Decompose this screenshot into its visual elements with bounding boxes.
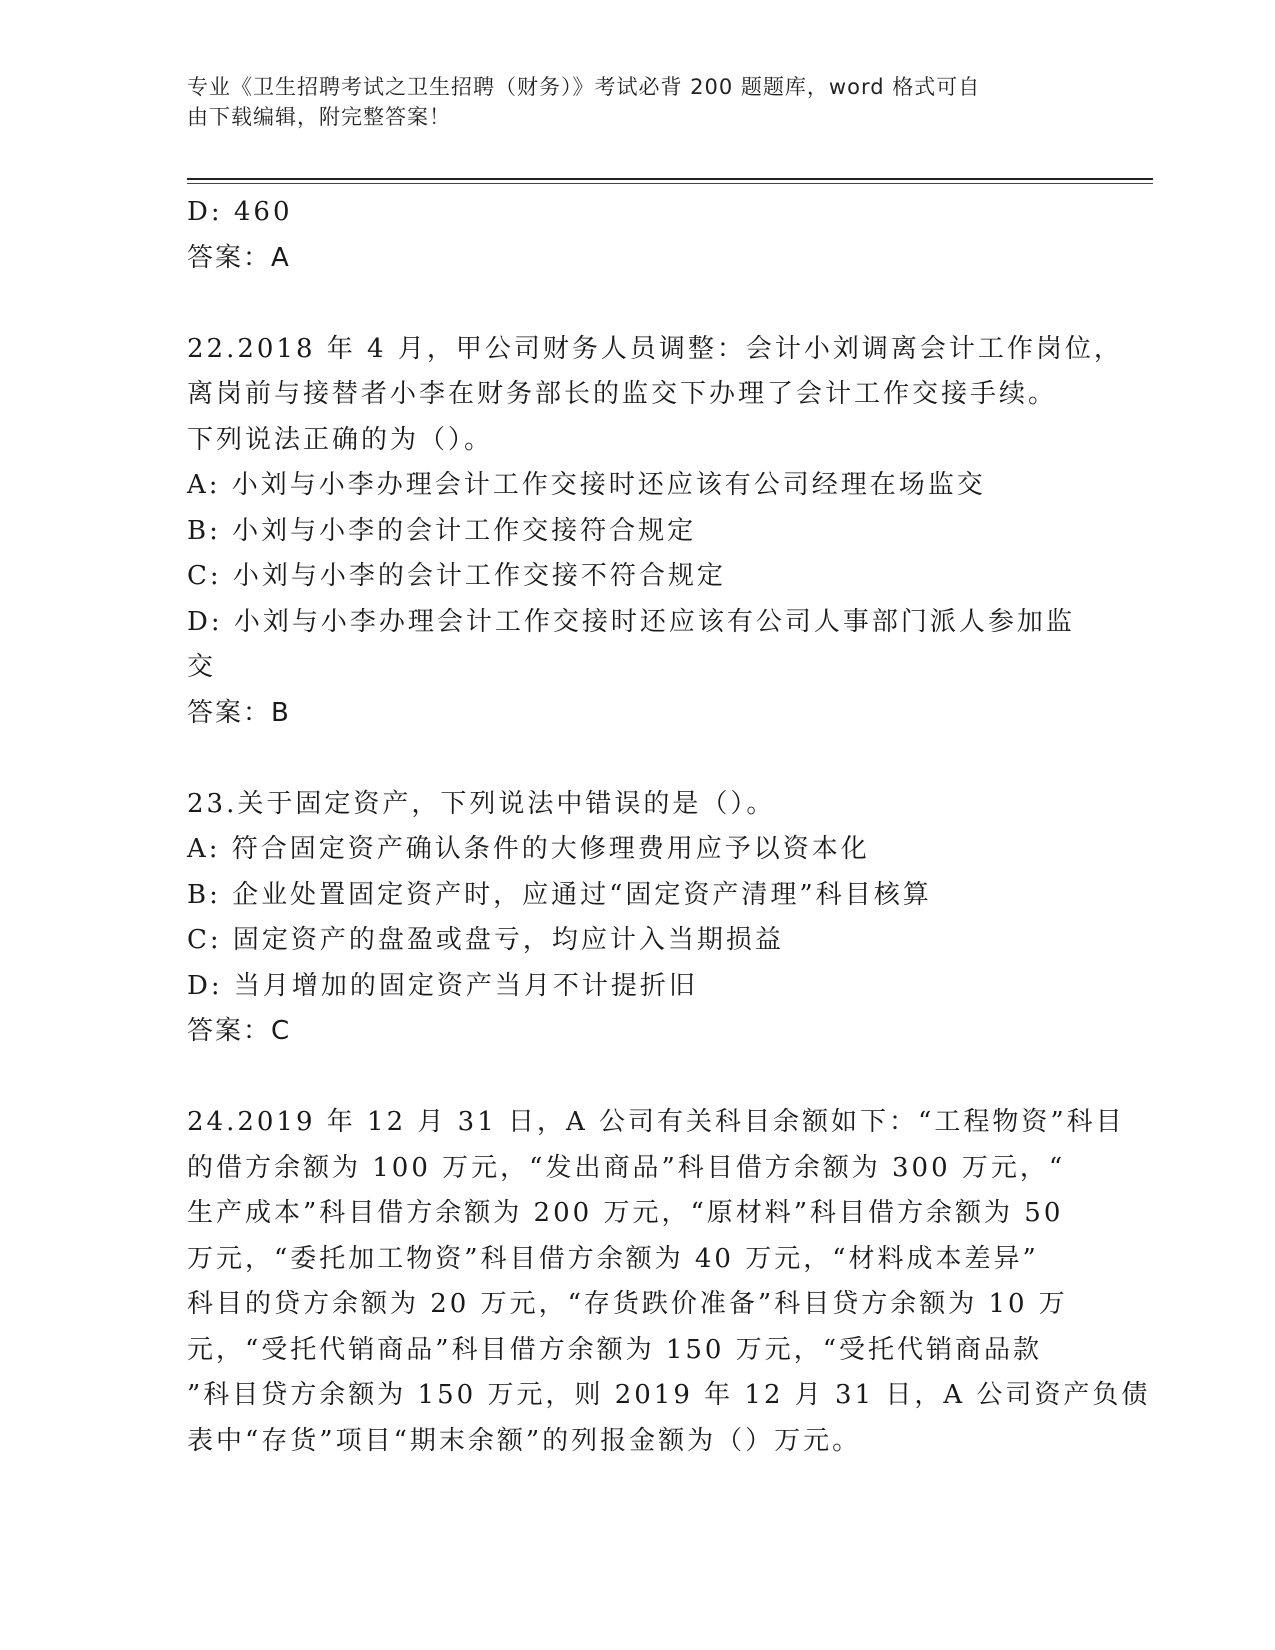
- answer-line: 答案：A: [187, 242, 291, 273]
- page-header: [187, 72, 1067, 132]
- question-stem-line: 表中“存货”项目“期末余额”的列报金额为（）万元。: [187, 1425, 862, 1456]
- question-stem-line: 下列说法正确的为（）。: [187, 424, 494, 455]
- question-23: [187, 782, 1087, 1055]
- spacer: [187, 736, 1087, 782]
- header-line-1: 专业《卫生招聘考试之卫生招聘（财务）》考试必背 200 题题库，word 格式可自: [187, 75, 981, 99]
- option-b: B: 企业处置固定资产时，应通过“固定资产清理”科目核算: [187, 879, 932, 910]
- question-stem-line: 万元，“委托加工物资”科目借方余额为 40 万元，“材料成本差异”: [187, 1243, 1039, 1274]
- answer-line: 答案：C: [187, 1016, 292, 1046]
- option-a: A: 符合固定资产确认条件的大修理费用应予以资本化: [187, 834, 870, 864]
- question-21-tail: [187, 190, 1087, 281]
- question-stem-line: 24.2019 年 12 月 31 日，A 公司有关科目余额如下：“工程物资”科目: [187, 1107, 1125, 1137]
- document-body: [187, 190, 1151, 1464]
- header-divider-thin: [187, 183, 1153, 184]
- header-line-2: 由下载编辑，附完整答案！: [187, 105, 451, 129]
- question-stem-line: 科目的贷方余额为 20 万元，“存货跌价准备”科目贷方余额为 10 万: [187, 1289, 1068, 1319]
- question-24: [187, 1100, 1151, 1464]
- answer-line: 答案：B: [187, 697, 291, 728]
- option-d: D: 当月增加的固定资产当月不计提折旧: [187, 970, 698, 1001]
- spacer: [187, 1055, 1087, 1101]
- header-divider-thick: [187, 178, 1153, 180]
- spacer: [187, 281, 1087, 327]
- question-stem: 23.关于固定资产，下列说法中错误的是（）。: [187, 788, 776, 819]
- question-stem-line: 生产成本”科目借方余额为 200 万元，“原材料”科目借方余额为 50: [187, 1198, 1064, 1228]
- question-22: [187, 327, 1123, 737]
- option-d: D: 460: [187, 197, 293, 227]
- question-stem-line: 22.2018 年 4 月，甲公司财务人员调整：会计小刘调离会计工作岗位，: [187, 333, 1123, 364]
- question-stem-line: 离岗前与接替者小李在财务部长的监交下办理了会计工作交接手续。: [187, 379, 1058, 409]
- option-c: C: 固定资产的盘盈或盘亏，均应计入当期损益: [187, 925, 784, 955]
- question-stem-line: ”科目贷方余额为 150 万元，则 2019 年 12 月 31 日，A 公司资产负债: [187, 1380, 1151, 1410]
- option-b: B: 小刘与小李的会计工作交接符合规定: [187, 515, 697, 546]
- question-stem-line: 的借方余额为 100 万元，“发出商品”科目借方余额为 300 万元，“: [187, 1152, 1066, 1183]
- option-a: A: 小刘与小李办理会计工作交接时还应该有公司经理在场监交: [187, 470, 986, 500]
- option-d: D: 小刘与小李办理会计工作交接时还应该有公司人事部门派人参加监: [187, 606, 1075, 637]
- option-d-continued: 交: [187, 652, 217, 682]
- option-c: C: 小刘与小李的会计工作交接不符合规定: [187, 561, 726, 591]
- question-stem-line: 元，“受托代销商品”科目借方余额为 150 万元，“受托代销商品款: [187, 1334, 1043, 1365]
